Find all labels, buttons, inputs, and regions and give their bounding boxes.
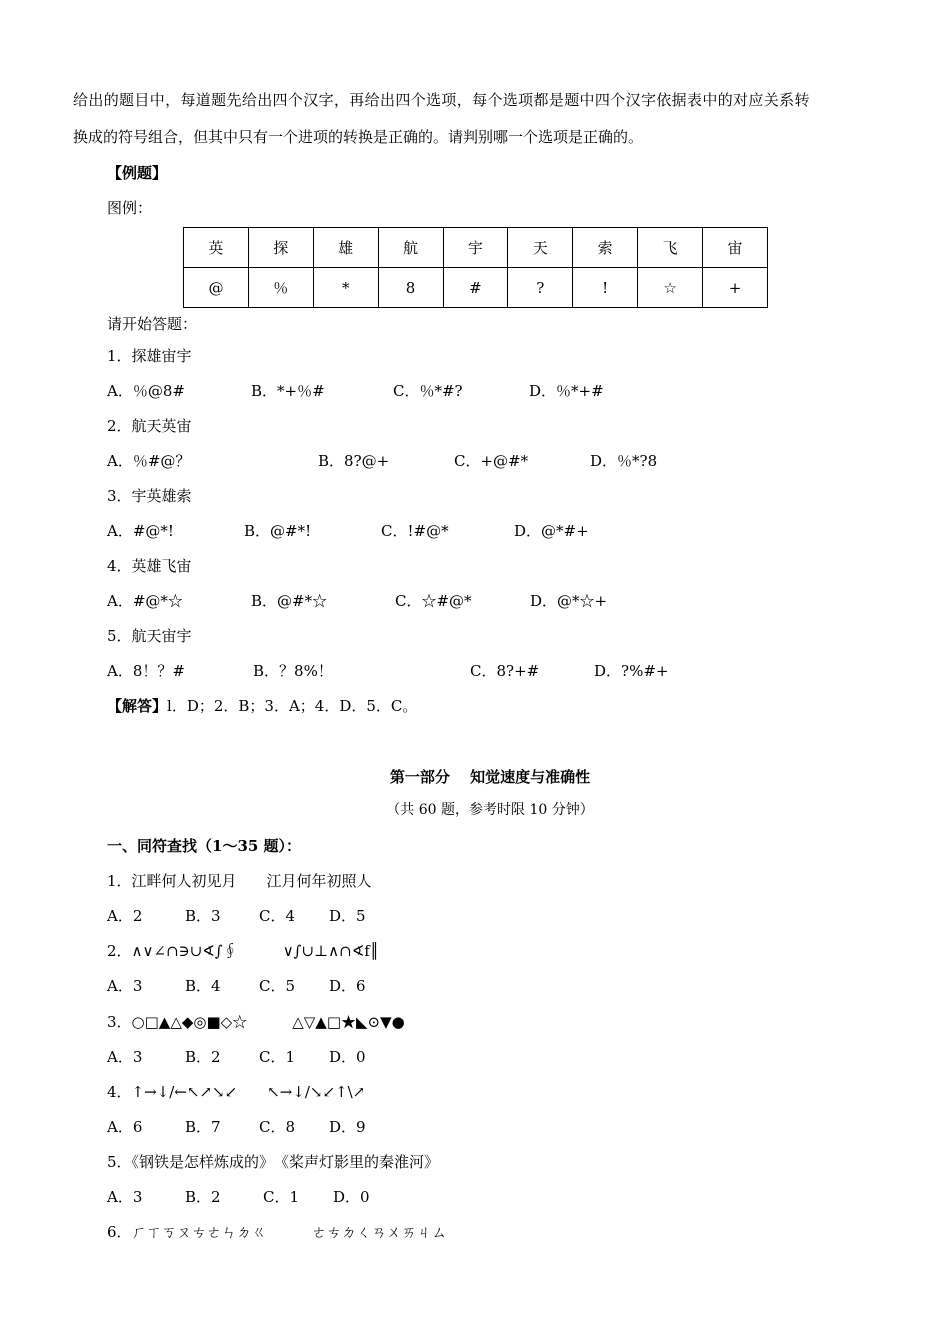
q1-option-d: D．％*+# (529, 382, 604, 400)
q1-option-a: A．％@8# (107, 382, 185, 400)
answer-label: 【解答】 (107, 697, 168, 715)
legend-char: 英 (184, 228, 249, 268)
legend-char: 雄 (313, 228, 378, 268)
legend-char: 探 (248, 228, 313, 268)
start-label: 请开始答题： (107, 315, 198, 333)
legend-char: 索 (573, 228, 638, 268)
intro-line-1: 给出的题目中，每道题先给出四个汉字，再给出四个选项，每个选项都是题中四个汉字依据表中的对应关系转 (73, 91, 810, 109)
legend-symbols-row (184, 268, 768, 308)
legend-table (183, 227, 768, 308)
example-heading: 【例题】 (107, 164, 168, 182)
q5-option-d: D．?%#+ (594, 662, 669, 680)
find-question-3: 3．○□▲△◆◎■◇☆ △▽▲□★◣⊙▼● (107, 1013, 405, 1031)
find-5-option-d: D．0 (333, 1188, 370, 1206)
find-1-option-c: C．4 (259, 907, 296, 925)
legend-symbol: @ (184, 268, 249, 308)
legend-char: 宙 (703, 228, 768, 268)
legend-symbol: # (443, 268, 508, 308)
q3-option-c: C．!#@* (381, 522, 449, 540)
find-3-option-a: A．3 (107, 1048, 143, 1066)
legend-label: 图例： (107, 199, 153, 217)
find-5-option-b: B．2 (185, 1188, 221, 1206)
legend-symbol: ? (508, 268, 573, 308)
q5-option-a: A．8！？# (107, 662, 185, 680)
legend-symbol: 8 (378, 268, 443, 308)
q5-option-c: C．8?+# (470, 662, 540, 680)
find-3-option-d: D．0 (329, 1048, 366, 1066)
question-5: 5．航天宙宇 (107, 627, 192, 645)
find-5-option-a: A．3 (107, 1188, 143, 1206)
legend-char: 天 (508, 228, 573, 268)
legend-char: 宇 (443, 228, 508, 268)
q2-option-b: B．8?@+ (318, 452, 390, 470)
q3-option-d: D．@*#+ (514, 522, 589, 540)
q1-option-c: C．％*#? (393, 382, 463, 400)
find-question-2: 2．∧∨∠∩∋∪∢∫∮ ∨∫∪⊥∧∩∢f║ (107, 942, 379, 960)
legend-char: 航 (378, 228, 443, 268)
find-5-option-c: C．1 (263, 1188, 300, 1206)
legend-symbol: ％ (248, 268, 313, 308)
find-4-option-c: C．8 (259, 1118, 296, 1136)
legend-char: 飞 (638, 228, 703, 268)
legend-symbol: ! (573, 268, 638, 308)
question-1: 1．探雄宙宇 (107, 347, 192, 365)
find-3-option-b: B．2 (185, 1048, 221, 1066)
part-title: 第一部分 知觉速度与准确性 (389, 768, 591, 786)
question-4: 4．英雄飞宙 (107, 557, 192, 575)
find-2-option-c: C．5 (259, 977, 296, 995)
q4-option-b: B．@#*☆ (251, 592, 328, 610)
find-2-option-d: D．6 (329, 977, 366, 995)
find-4-option-b: B．7 (185, 1118, 221, 1136)
q5-option-b: B．？8%！ (253, 662, 333, 680)
find-question-6: 6．ㄏㄒㄎㄡㄘㄜㄣㄉㄍ ㄜㄘㄉㄑㄢㄨㄞㄐㄙ (107, 1223, 447, 1241)
question-3: 3．宇英雄索 (107, 487, 192, 505)
q3-option-a: A．#@*! (107, 522, 174, 540)
answer-line (107, 696, 417, 716)
q2-option-d: D．％*?8 (590, 452, 658, 470)
q2-option-c: C．+@#* (454, 452, 529, 470)
find-question-4: 4．↑→↓/←↖↗↘↙ ↖→↓/↘↙↑\↗ (107, 1083, 366, 1101)
legend-symbol: ☆ (638, 268, 703, 308)
intro-line-2: 换成的符号组合，但其中只有一个进项的转换是正确的。请判别哪一个选项是正确的。 (73, 128, 644, 146)
part-subtitle: （共 60 题，参考时限 10 分钟） (386, 802, 594, 818)
q1-option-b: B．*+％# (251, 382, 325, 400)
q4-option-c: C．☆#@* (395, 592, 472, 610)
question-2: 2．航天英宙 (107, 417, 192, 435)
q2-option-a: A．％#@？ (107, 452, 191, 470)
legend-chars-row (184, 228, 768, 268)
find-4-option-d: D．9 (329, 1118, 366, 1136)
find-2-option-a: A．3 (107, 977, 143, 995)
find-2-option-b: B．4 (185, 977, 221, 995)
find-4-option-a: A．6 (107, 1118, 143, 1136)
legend-symbol: * (313, 268, 378, 308)
find-question-5: 5．《钢铁是怎样炼成的》 《桨声灯影里的秦淮河》 (107, 1153, 440, 1171)
legend-symbol: + (703, 268, 768, 308)
q4-option-a: A．#@*☆ (107, 592, 183, 610)
section-heading: 一、同符查找（1～35 题）： (107, 837, 302, 855)
answer-text: l．D；2．B；3．A；4．D．5．C。 (167, 697, 418, 715)
q4-option-d: D．@*☆+ (530, 592, 608, 610)
find-1-option-d: D．5 (329, 907, 366, 925)
q3-option-b: B．@#*! (244, 522, 312, 540)
find-3-option-c: C．1 (259, 1048, 296, 1066)
find-1-option-a: A．2 (107, 907, 143, 925)
find-1-option-b: B．3 (185, 907, 221, 925)
find-question-1: 1．江畔何人初见月 江月何年初照人 (107, 872, 372, 890)
